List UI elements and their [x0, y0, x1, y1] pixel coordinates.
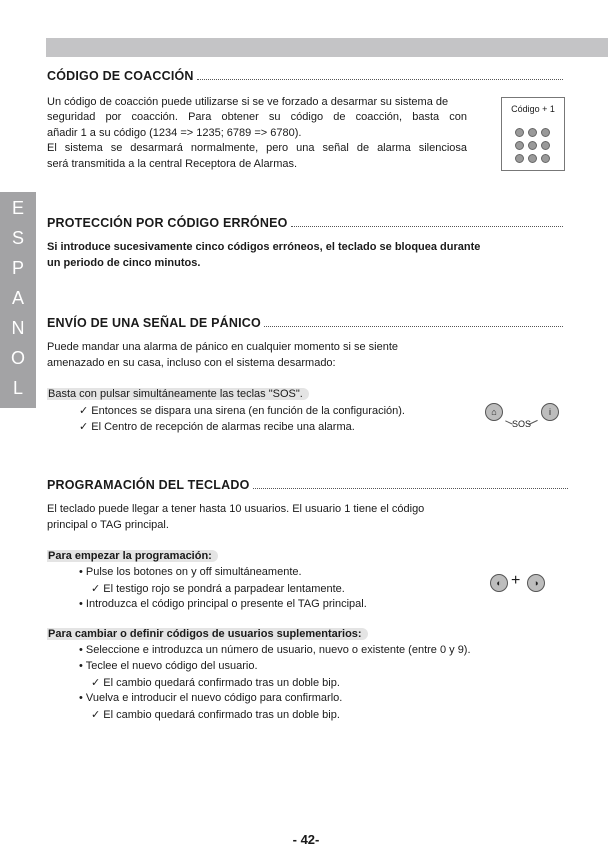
- keypad-key: [541, 154, 550, 163]
- plus-sign: +: [511, 572, 521, 589]
- sos-label: SOS: [512, 419, 532, 429]
- bullet-item: • Introduzca el código principal o presente el TAG principal.: [79, 598, 367, 610]
- check-item: ✓ El Centro de recepción de alarmas recibe una alarma.: [79, 421, 355, 433]
- paragraph-line: Si introduce sucesivamente cinco códigos erróneos, el teclado se bloquea durante: [47, 241, 481, 253]
- side-tab-letter: A: [11, 288, 24, 308]
- off-button-icon: ◑: [527, 574, 545, 592]
- paragraph-line: Puede mandar una alarma de pánico en cualquier momento si se siente: [47, 341, 398, 353]
- paragraph-line: Un código de coacción puede utilizarse si se ve forzado a desarmar su sistema de: [47, 96, 449, 108]
- keypad-label: Código + 1: [511, 104, 555, 114]
- check-item: ✓ El cambio quedará confirmado tras un doble bip.: [91, 677, 340, 689]
- section-title-panico: ENVÍO DE UNA SEÑAL DE PÁNICO: [47, 316, 563, 330]
- paragraph-line: principal o TAG principal.: [47, 519, 169, 531]
- paragraph-line: El sistema se desarmará normalmente, pero una señal de alarma silenciosa: [47, 142, 467, 154]
- header-bar: [46, 38, 608, 57]
- section-title-programacion: PROGRAMACIÓN DEL TECLADO: [47, 478, 568, 492]
- side-tab-letter: S: [11, 228, 24, 248]
- on-button-icon: ◐: [490, 574, 508, 592]
- keypad-key: [528, 128, 537, 137]
- check-item: ✓ Entonces se dispara una sirena (en función de la configuración).: [79, 405, 405, 417]
- keypad-illustration: [501, 97, 565, 171]
- paragraph-line: será transmitida a la central Receptora de Alarmas.: [47, 158, 298, 170]
- keypad-key: [528, 154, 537, 163]
- highlighted-instruction: Basta con pulsar simultáneamente las teclas "SOS".: [47, 388, 309, 400]
- side-tab-letter: E: [11, 198, 24, 218]
- keypad-key: [541, 128, 550, 137]
- page-number: - 42-: [292, 832, 320, 847]
- home-icon: ⌂: [485, 403, 503, 421]
- keypad-key: [515, 141, 524, 150]
- paragraph-line: seguridad por coacción. Para obtener su código de coacción, basta con: [47, 111, 467, 123]
- bullet-item: • Teclee el nuevo código del usuario.: [79, 660, 258, 672]
- side-tab-letter: O: [10, 348, 25, 368]
- keypad-key: [541, 141, 550, 150]
- paragraph-line: El teclado puede llegar a tener hasta 10 usuarios. El usuario 1 tiene el código: [47, 503, 425, 515]
- language-side-tab: [0, 192, 36, 408]
- check-item: ✓ El testigo rojo se pondrá a parpadear lentamente.: [91, 583, 345, 595]
- bullet-item: • Seleccione e introduzca un número de usuario, nuevo o existente (entre 0 y 9).: [79, 644, 471, 656]
- side-tab-letter: N: [11, 318, 25, 338]
- subheading-start-programming: Para empezar la programación:: [47, 550, 218, 562]
- keypad-key: [515, 154, 524, 163]
- keypad-key: [528, 141, 537, 150]
- check-item: ✓ El cambio quedará confirmado tras un doble bip.: [91, 709, 340, 721]
- paragraph-line: un periodo de cinco minutos.: [47, 257, 201, 269]
- info-icon: i: [541, 403, 559, 421]
- subheading-change-codes: Para cambiar o definir códigos de usuarios suplementarios:: [47, 628, 368, 640]
- section-title-codigo-erroneo: PROTECCIÓN POR CÓDIGO ERRÓNEO: [47, 216, 563, 230]
- side-tab-letter: P: [11, 258, 24, 278]
- bullet-item: • Pulse los botones on y off simultáneamente.: [79, 566, 302, 578]
- bullet-item: • Vuelva e introducir el nuevo código para confirmarlo.: [79, 692, 343, 704]
- section-title-coaccion: CÓDIGO DE COACCIÓN: [47, 69, 563, 83]
- keypad-key: [515, 128, 524, 137]
- paragraph-line: añadir 1 a su código (1234 => 1235; 6789 => 6780).: [47, 127, 302, 139]
- paragraph-line: amenazado en su casa, incluso con el sistema desarmado:: [47, 357, 336, 369]
- side-tab-letter: L: [12, 378, 23, 398]
